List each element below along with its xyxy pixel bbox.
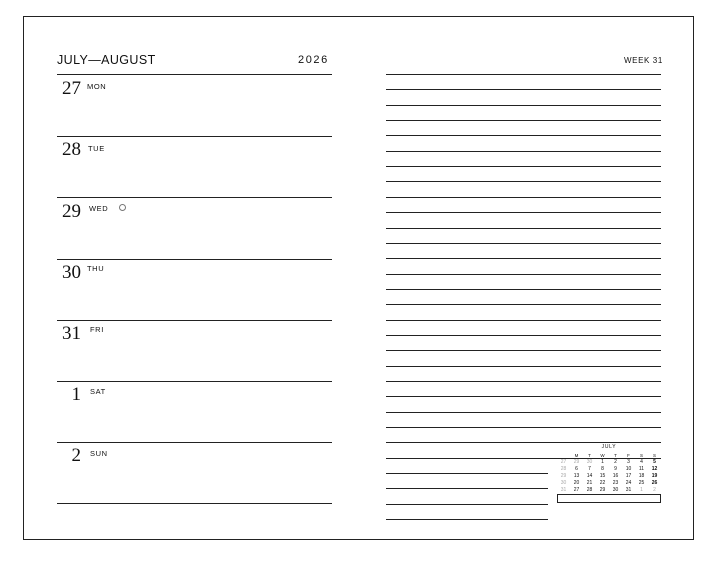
mini-week-number: 31 bbox=[560, 487, 567, 493]
note-line bbox=[386, 120, 661, 121]
note-line bbox=[386, 243, 661, 244]
mini-day: 18 bbox=[638, 473, 645, 479]
month-range-heading: JULY—AUGUST bbox=[57, 53, 156, 67]
day-name-sat: SAT bbox=[90, 387, 106, 396]
planner-spread bbox=[23, 16, 694, 540]
day-name-wed: WED bbox=[89, 204, 109, 213]
mini-day: 28 bbox=[586, 487, 593, 493]
mini-day: 24 bbox=[625, 480, 632, 486]
mini-header-sun: S bbox=[652, 453, 656, 458]
mini-header-tue: T bbox=[588, 453, 591, 458]
mini-calendar-header-row bbox=[557, 452, 661, 459]
mini-header-thu: T bbox=[614, 453, 617, 458]
mini-day: 5 bbox=[653, 459, 656, 465]
day-divider bbox=[57, 74, 332, 75]
mini-day: 21 bbox=[586, 480, 593, 486]
mini-day: 29 bbox=[599, 487, 606, 493]
day-number-thu: 30 bbox=[62, 262, 81, 283]
mini-day: 29 bbox=[573, 459, 580, 465]
mini-calendar-week-row bbox=[557, 473, 661, 480]
mini-day: 19 bbox=[651, 473, 658, 479]
note-line bbox=[386, 366, 661, 367]
note-line bbox=[386, 274, 661, 275]
day-divider bbox=[57, 136, 332, 137]
mini-calendar-current-week-row bbox=[557, 487, 661, 494]
mini-calendar bbox=[557, 444, 661, 510]
day-number-sat: 1 bbox=[71, 384, 81, 405]
note-line bbox=[386, 105, 661, 106]
mini-day: 22 bbox=[599, 480, 606, 486]
day-divider bbox=[57, 442, 332, 443]
note-line bbox=[386, 289, 661, 290]
mini-header-sat: S bbox=[639, 453, 643, 458]
mini-day: 25 bbox=[638, 480, 645, 486]
mini-week-number: 28 bbox=[560, 466, 567, 472]
mini-day: 14 bbox=[586, 473, 593, 479]
mini-calendar-title: JULY bbox=[601, 444, 617, 450]
mini-day: 17 bbox=[625, 473, 632, 479]
mini-day: 30 bbox=[586, 459, 593, 465]
note-line bbox=[386, 335, 661, 336]
day-name-tue: TUE bbox=[88, 144, 105, 153]
note-line bbox=[386, 151, 661, 152]
mini-day: 13 bbox=[573, 473, 580, 479]
day-name-fri: FRI bbox=[90, 325, 104, 334]
mini-day: 15 bbox=[599, 473, 606, 479]
mini-calendar-grid bbox=[557, 452, 661, 494]
mini-day: 2 bbox=[653, 487, 656, 493]
mini-week-number: 30 bbox=[560, 480, 567, 486]
note-line bbox=[386, 320, 661, 321]
mini-day: 4 bbox=[640, 459, 643, 465]
mini-header-week bbox=[557, 452, 570, 459]
note-line bbox=[386, 381, 661, 382]
day-divider bbox=[57, 197, 332, 198]
day-number-wed: 29 bbox=[62, 201, 81, 222]
day-number-sun: 2 bbox=[71, 445, 81, 466]
day-name-mon: MON bbox=[87, 82, 107, 91]
mini-day: 2 bbox=[614, 459, 617, 465]
mini-calendar-week-row bbox=[557, 480, 661, 487]
note-line bbox=[386, 135, 661, 136]
mini-day: 31 bbox=[625, 487, 632, 493]
note-line bbox=[386, 427, 661, 428]
mini-calendar-week-row bbox=[557, 466, 661, 473]
mini-day: 6 bbox=[575, 466, 578, 472]
mini-day: 27 bbox=[573, 487, 580, 493]
mini-day: 1 bbox=[640, 487, 643, 493]
mini-day: 26 bbox=[651, 480, 658, 486]
day-number-tue: 28 bbox=[62, 139, 81, 160]
day-name-thu: THU bbox=[87, 264, 105, 273]
note-line-short bbox=[386, 488, 548, 489]
mini-header-wed: W bbox=[600, 453, 605, 458]
note-line bbox=[386, 350, 661, 351]
note-line bbox=[386, 74, 661, 75]
note-line-short bbox=[386, 473, 548, 474]
mini-day: 12 bbox=[651, 466, 658, 472]
day-number-mon: 27 bbox=[62, 78, 81, 99]
week-number-heading: WEEK 31 bbox=[624, 56, 663, 65]
day-name-sun: SUN bbox=[90, 449, 108, 458]
day-divider bbox=[57, 320, 332, 321]
mini-calendar-week-row bbox=[557, 459, 661, 466]
mini-header-mon: M bbox=[574, 453, 579, 458]
current-week-highlight bbox=[557, 494, 661, 503]
note-line bbox=[386, 166, 661, 167]
mini-day: 8 bbox=[601, 466, 604, 472]
day-divider bbox=[57, 259, 332, 260]
note-line-short bbox=[386, 504, 548, 505]
mini-day: 16 bbox=[612, 473, 619, 479]
mini-day: 20 bbox=[573, 480, 580, 486]
note-line-short bbox=[386, 519, 548, 520]
note-line bbox=[386, 89, 661, 90]
mini-day: 3 bbox=[627, 459, 630, 465]
mini-week-number: 27 bbox=[560, 459, 567, 465]
note-line bbox=[386, 258, 661, 259]
day-number-fri: 31 bbox=[62, 323, 81, 344]
mini-day: 9 bbox=[614, 466, 617, 472]
note-line bbox=[386, 412, 661, 413]
day-divider bbox=[57, 381, 332, 382]
day-divider bbox=[57, 503, 332, 504]
note-line bbox=[386, 304, 661, 305]
mini-header-fri: F bbox=[627, 453, 630, 458]
mini-day: 10 bbox=[625, 466, 632, 472]
mini-day: 30 bbox=[612, 487, 619, 493]
mini-day: 7 bbox=[588, 466, 591, 472]
mini-day: 11 bbox=[638, 466, 645, 472]
moon-phase-icon bbox=[119, 204, 126, 211]
note-line bbox=[386, 212, 661, 213]
year-heading: 2026 bbox=[298, 54, 329, 66]
note-line bbox=[386, 396, 661, 397]
note-line bbox=[386, 197, 661, 198]
note-line bbox=[386, 181, 661, 182]
mini-week-number: 29 bbox=[560, 473, 567, 479]
note-line bbox=[386, 228, 661, 229]
mini-day: 23 bbox=[612, 480, 619, 486]
mini-day: 1 bbox=[601, 459, 604, 465]
